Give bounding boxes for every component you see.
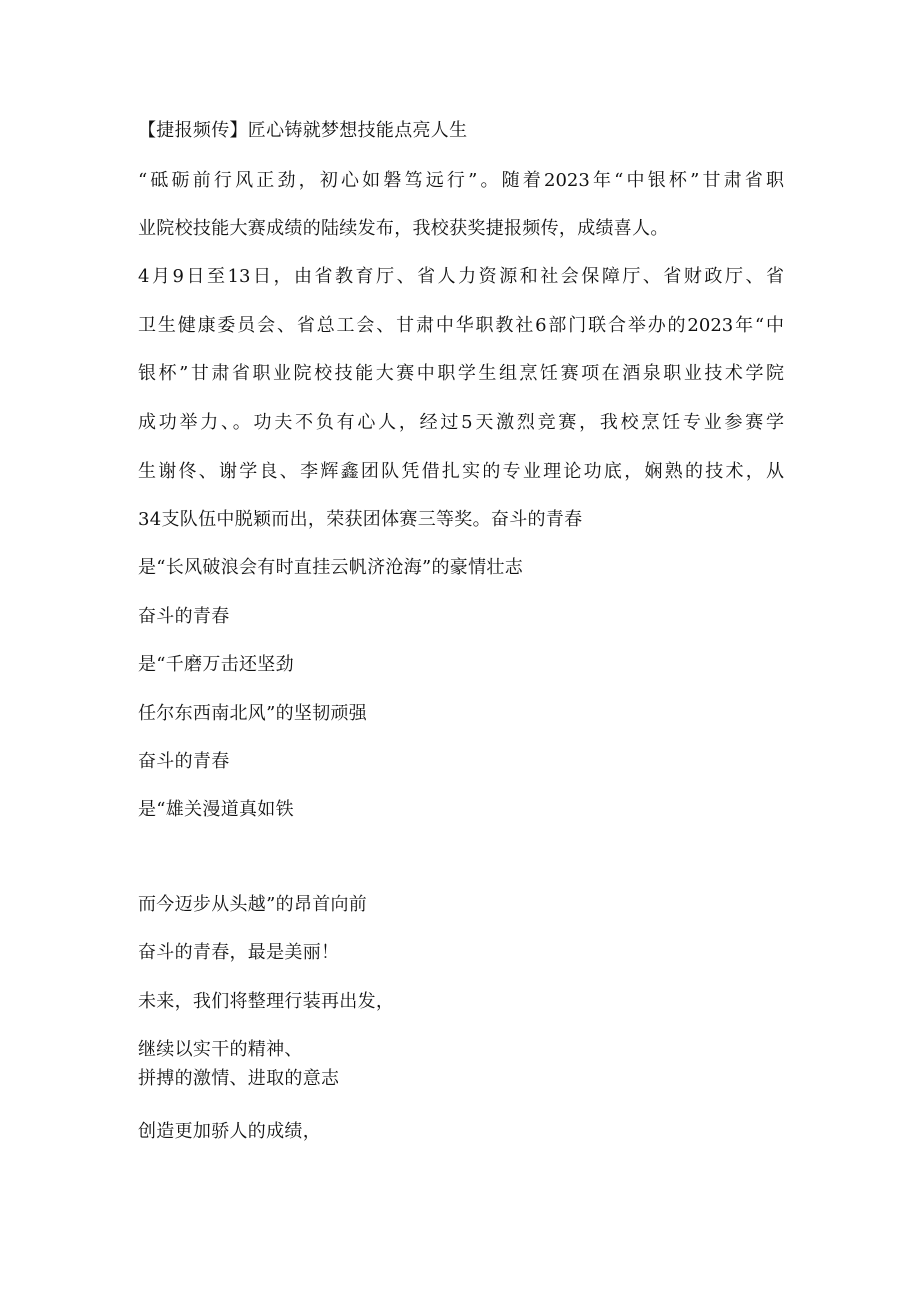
paragraph-2-line-3: 银杯”甘肃省职业院校技能大赛中职学生组烹饪赛项在酒泉职业技术学院: [138, 363, 784, 384]
verse-line-1: 是“长风破浪会有时直挂云帆济沧海”的豪情壮志: [138, 557, 524, 578]
paragraph-2-line-2: 卫生健康委员会、省总工会、甘肃中华职教社6部门联合举办的2023年“中: [138, 315, 784, 336]
verse-line-10: 继续以实干的精神、: [138, 1039, 303, 1060]
verse-line-9: 未来，我们将整理行装再出发，: [138, 991, 395, 1012]
verse-line-4: 任尔东西南北风”的坚韧顽强: [138, 703, 368, 724]
paragraph-2-line-5: 生谢佟、谢学良、李辉鑫团队凭借扎实的专业理论功底，娴熟的技术，从: [138, 461, 784, 482]
document-title: 【捷报频传】匠心铸就梦想技能点亮人生: [138, 120, 468, 141]
verse-line-5: 奋斗的青春: [138, 751, 230, 772]
verse-line-7: 而今迈步从头越”的昂首向前: [138, 894, 368, 915]
paragraph-2-line-4: 成功举力、。功夫不负有心人，经过5天激烈竞赛，我校烹饪专业参赛学: [138, 412, 784, 433]
verse-line-11: 拼搏的激情、进取的意志: [138, 1068, 340, 1089]
verse-line-12: 创造更加骄人的成绩，: [138, 1121, 321, 1142]
paragraph-2-line-1: 4月9日至13日，由省教育厅、省人力资源和社会保障厅、省财政厅、省: [138, 266, 784, 287]
paragraph-2-line-6: 34支队伍中脱颖而出，荣获团体赛三等奖。奋斗的青春: [138, 509, 583, 530]
verse-line-3: 是“千磨万击还坚劲: [138, 654, 294, 675]
verse-line-2: 奋斗的青春: [138, 606, 230, 627]
verse-line-6: 是“雄关漫道真如铁: [138, 799, 294, 820]
verse-line-8: 奋斗的青春，最是美丽！: [138, 942, 340, 963]
paragraph-1-line-2: 业院校技能大赛成绩的陆续发布，我校获奖捷报频传，成绩喜人。: [138, 218, 669, 239]
paragraph-1-line-1: “砥砺前行风正劲，初心如磐笃远行”。随着2023年“中银杯”甘肃省职: [138, 170, 784, 191]
